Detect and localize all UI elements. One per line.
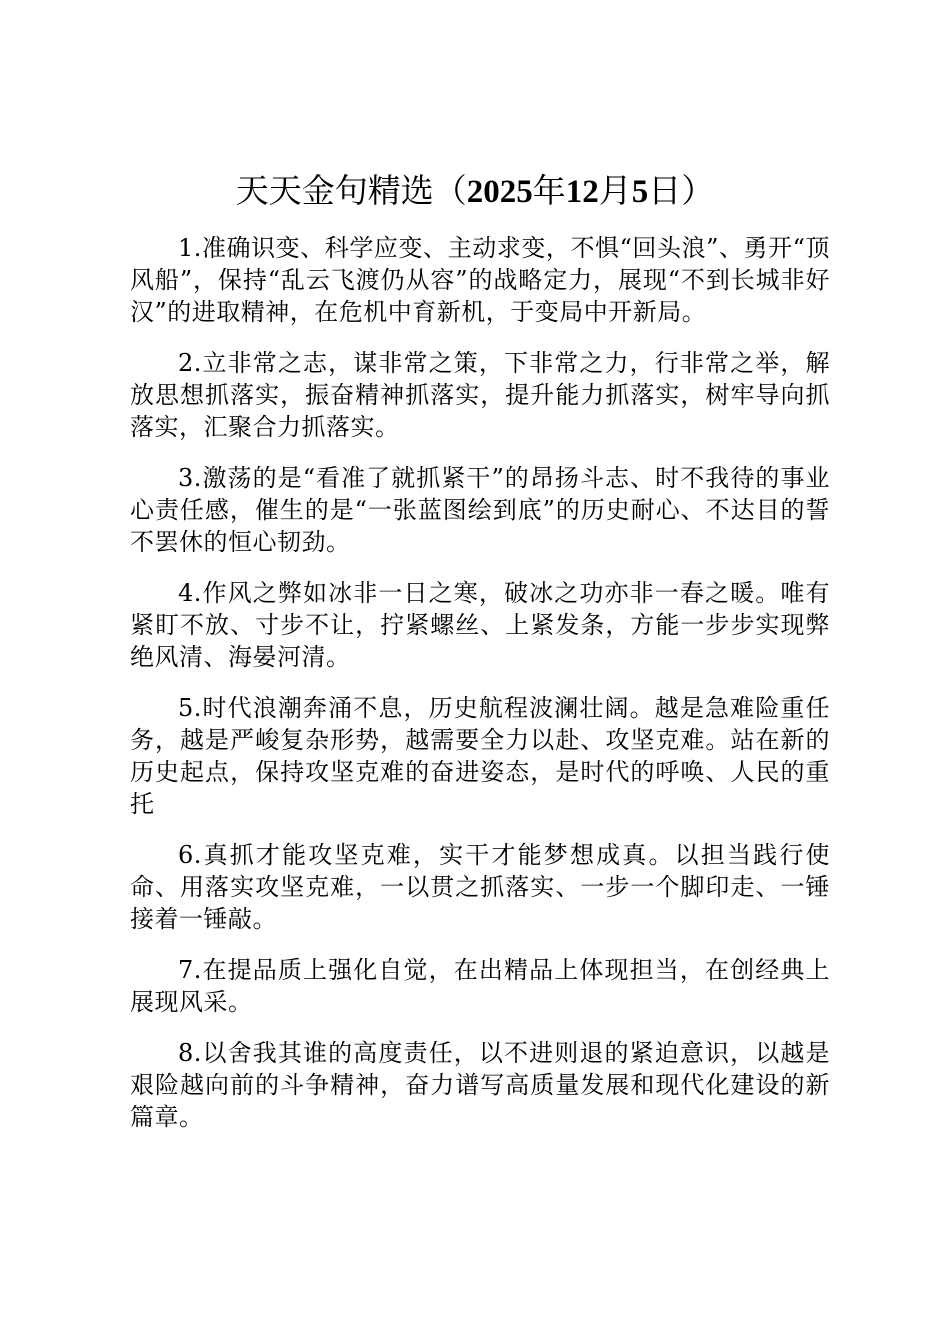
- title-day: 5: [631, 174, 649, 210]
- title-year: 2025: [466, 174, 533, 210]
- quote-paragraph-1: 1.准确识变、科学应变、主动求变，不惧“回头浪”、勇开“顶风船”，保持“乱云飞渡仍从容”的战略定力，展现“不到长城非好汉”的进取精神，在危机中育新机，于变局中开新局。: [130, 234, 830, 326]
- title-prefix: 天天金句精选（: [235, 171, 467, 210]
- title-month: 12: [565, 174, 599, 210]
- quote-paragraph-5: 5.时代浪潮奔涌不息，历史航程波澜壮阔。越是急难险重任务，越是严峻复杂形势，越需要全力以赴、攻坚克难。站在新的历史起点，保持攻坚克难的奋进姿态，是时代的呼唤、人民的重托: [130, 694, 830, 818]
- quote-paragraph-4: 4.作风之弊如冰非一日之寒，破冰之功亦非一春之暖。唯有紧盯不放、寸步不让，拧紧螺丝、上紧发条，方能一步步实现弊绝风清、海晏河清。: [130, 579, 830, 671]
- title-year-char: 年: [532, 171, 566, 210]
- quote-paragraph-6: 6.真抓才能攻坚克难，实干才能梦想成真。以担当践行使命、用落实攻坚克难，一以贯之抓落实、一步一个脚印走、一锤接着一锤敲。: [130, 841, 830, 933]
- quote-paragraph-7: 7.在提品质上强化自觉，在出精品上体现担当，在创经典上展现风采。: [130, 956, 830, 1016]
- title-day-char: 日）: [648, 171, 715, 210]
- page-title: [0, 166, 950, 217]
- title-month-char: 月: [598, 171, 632, 210]
- quote-paragraph-2: 2.立非常之志，谋非常之策，下非常之力，行非常之举，解放思想抓落实，振奋精神抓落实，提升能力抓落实，树牢导向抓落实，汇聚合力抓落实。: [130, 349, 830, 441]
- quote-paragraph-8: 8.以舍我其谁的高度责任，以不进则退的紧迫意识，以越是艰险越向前的斗争精神，奋力谱写高质量发展和现代化建设的新篇章。: [130, 1039, 830, 1131]
- quote-paragraph-3: 3.激荡的是“看准了就抓紧干”的昂扬斗志、时不我待的事业心责任感，催生的是“一张蓝图绘到底”的历史耐心、不达目的誓不罢休的恒心韧劲。: [130, 464, 830, 556]
- quote-list: [130, 232, 830, 1152]
